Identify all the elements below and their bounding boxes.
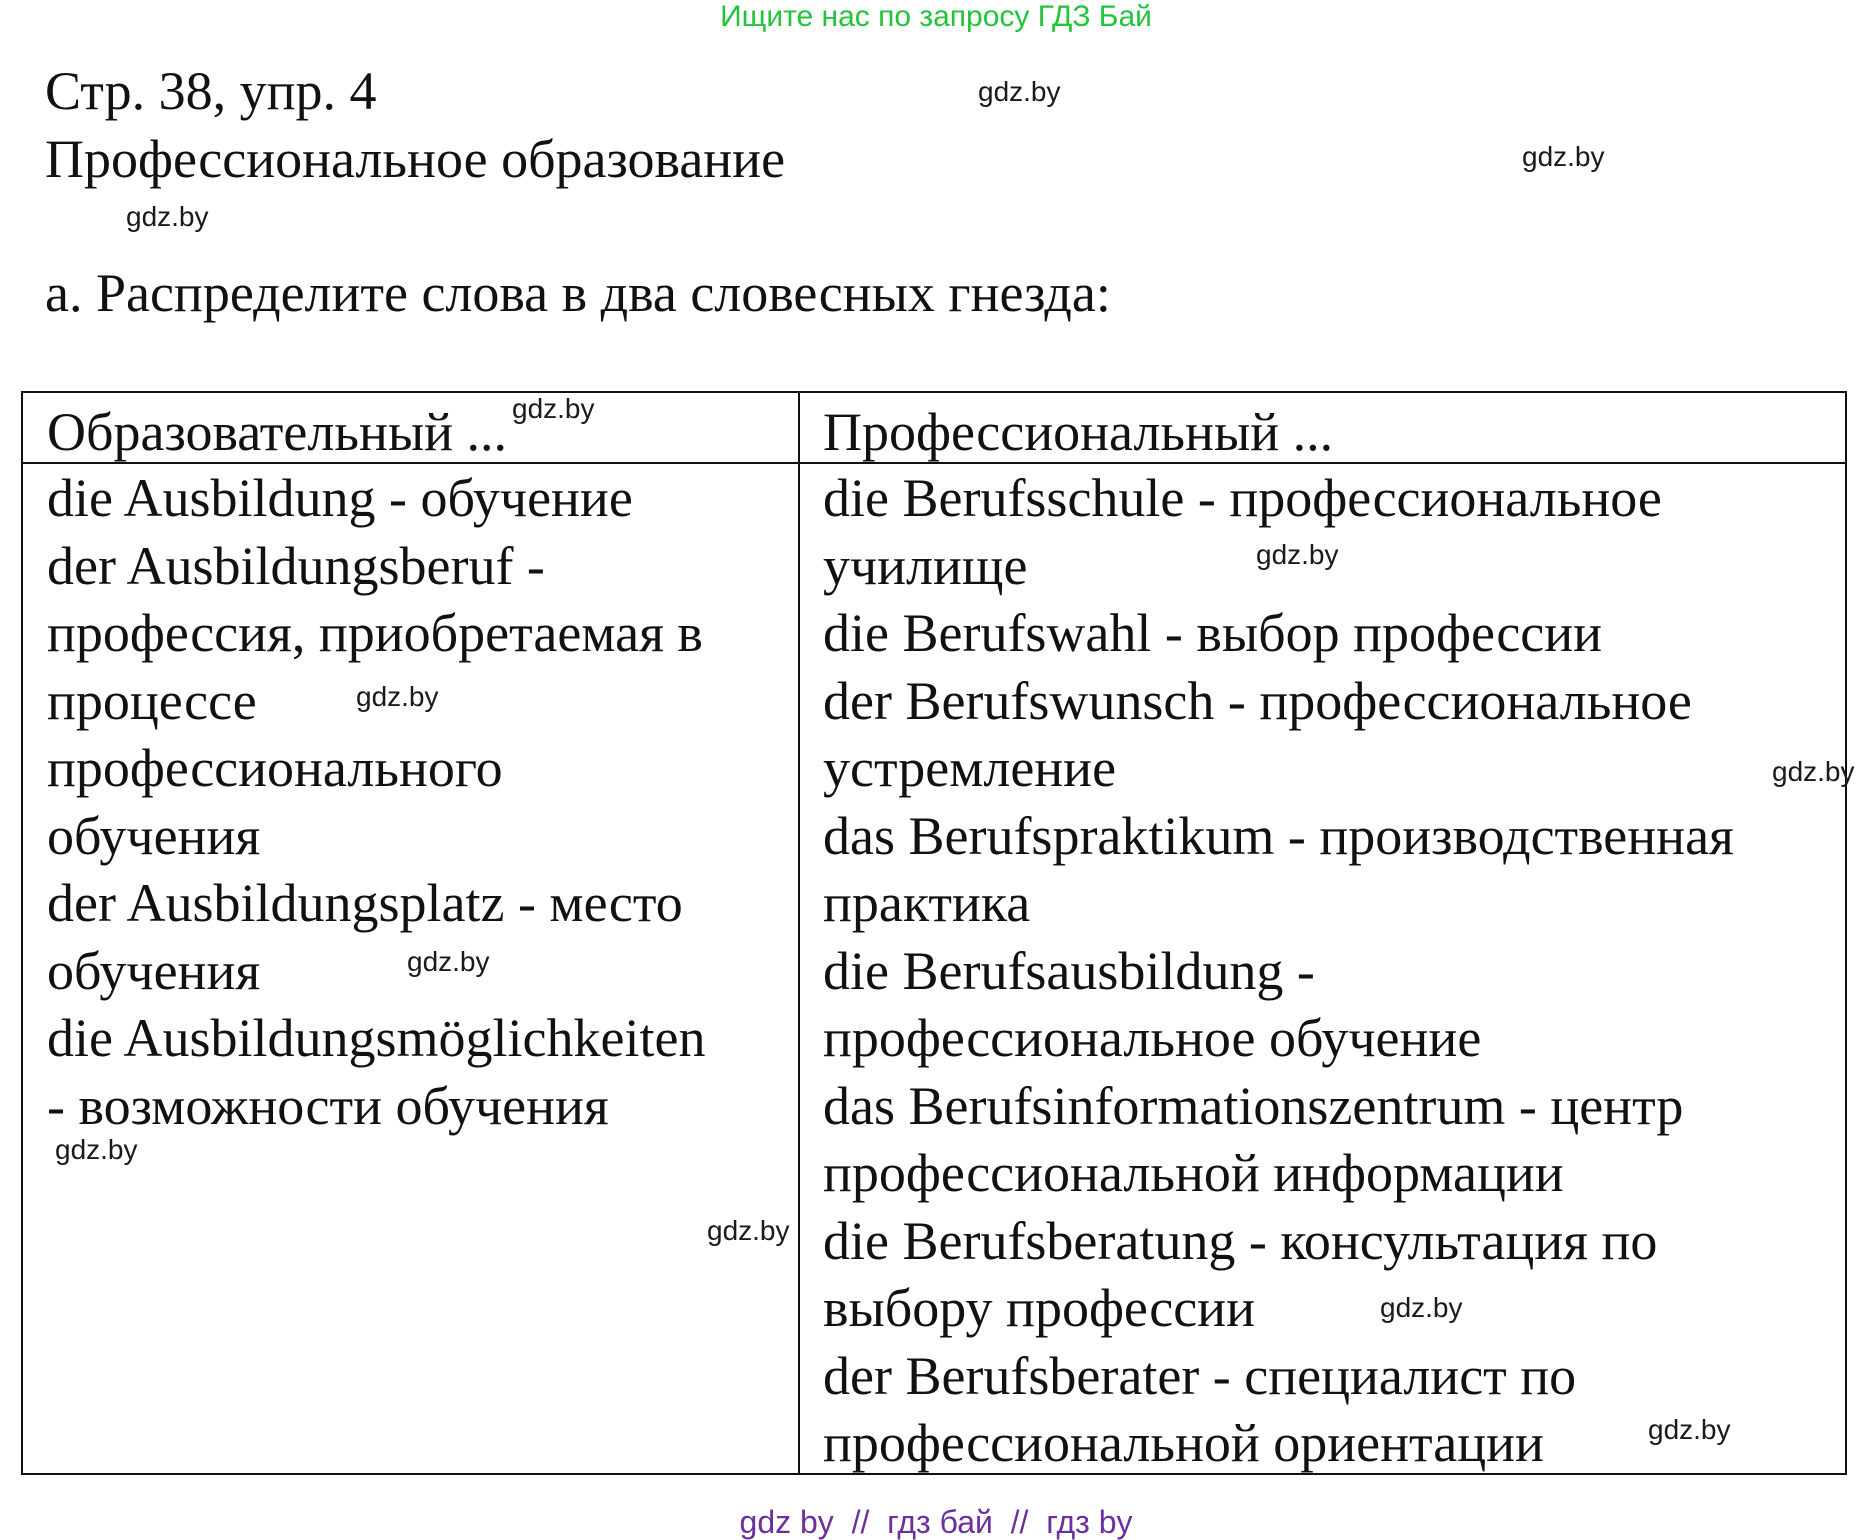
right-line: выбору профессии (823, 1278, 1255, 1338)
watermark: gdz.by (1772, 756, 1855, 787)
left-line: der Ausbildungsplatz - место (47, 873, 683, 933)
search-banner: Ищите нас по запросу ГДЗ Бай (720, 0, 1152, 33)
right-line: der Berufsberater - специалист по (823, 1345, 1577, 1406)
right-line: das Berufspraktikum - производственная (823, 805, 1734, 866)
watermark: gdz.by (978, 76, 1061, 107)
column-divider (798, 393, 800, 1473)
topic-title: Профессиональное образование (45, 129, 786, 189)
left-column-body (47, 465, 792, 1140)
footer-watermark: gdz by // гдз бай // гдз by (739, 1504, 1133, 1540)
watermark: gdz.by (55, 1134, 138, 1165)
right-line: профессиональное обучение (823, 1008, 1482, 1068)
right-line: устремление (823, 738, 1117, 798)
word-family-table (21, 391, 1847, 1475)
right-line: профессиональной ориентации (823, 1413, 1544, 1473)
left-line: die Ausbildung - обучение (47, 468, 633, 528)
watermark: gdz.by (126, 201, 209, 232)
right-line: училище (823, 535, 1028, 596)
right-line: die Berufsberatung - консультация по (823, 1210, 1658, 1271)
watermark: gdz.by (707, 1215, 790, 1246)
left-line: - возможности обучения (47, 1075, 609, 1136)
left-line: процессе (47, 670, 257, 731)
right-column-body (823, 465, 1838, 1478)
left-line: профессионального (47, 738, 503, 798)
left-line: die Ausbildungsmöglichkeiten (47, 1008, 706, 1068)
right-line: die Berufsschule - профессиональное (823, 468, 1662, 528)
left-line: обучения (47, 805, 261, 866)
right-line: профессиональной информации (823, 1143, 1564, 1203)
right-column-header: Профессиональный ... (823, 402, 1334, 462)
right-line: практика (823, 873, 1031, 933)
watermark: gdz.by (1380, 1292, 1463, 1323)
page-reference: Стр. 38, упр. 4 (45, 61, 377, 121)
right-line: die Berufsausbildung - (823, 940, 1315, 1001)
watermark: gdz.by (1648, 1414, 1731, 1445)
left-line: der Ausbildungsberuf - (47, 535, 545, 596)
right-line: das Berufsinformationszentrum - центр (823, 1075, 1684, 1136)
right-line: der Berufswunsch - профессиональное (823, 670, 1692, 731)
left-line: профессия, приобретаемая в (47, 603, 703, 663)
right-line: die Berufswahl - выбор профессии (823, 603, 1603, 663)
watermark: gdz.by (407, 946, 490, 977)
watermark: gdz.by (1256, 539, 1339, 570)
task-instruction: a. Распределите слова в два словесных гнезда: (45, 263, 1111, 323)
watermark: gdz.by (1522, 141, 1605, 172)
left-line: обучения (47, 940, 261, 1001)
watermark: gdz.by (356, 681, 439, 712)
watermark: gdz.by (512, 393, 595, 424)
left-column-header: Образовательный ... (47, 402, 508, 462)
